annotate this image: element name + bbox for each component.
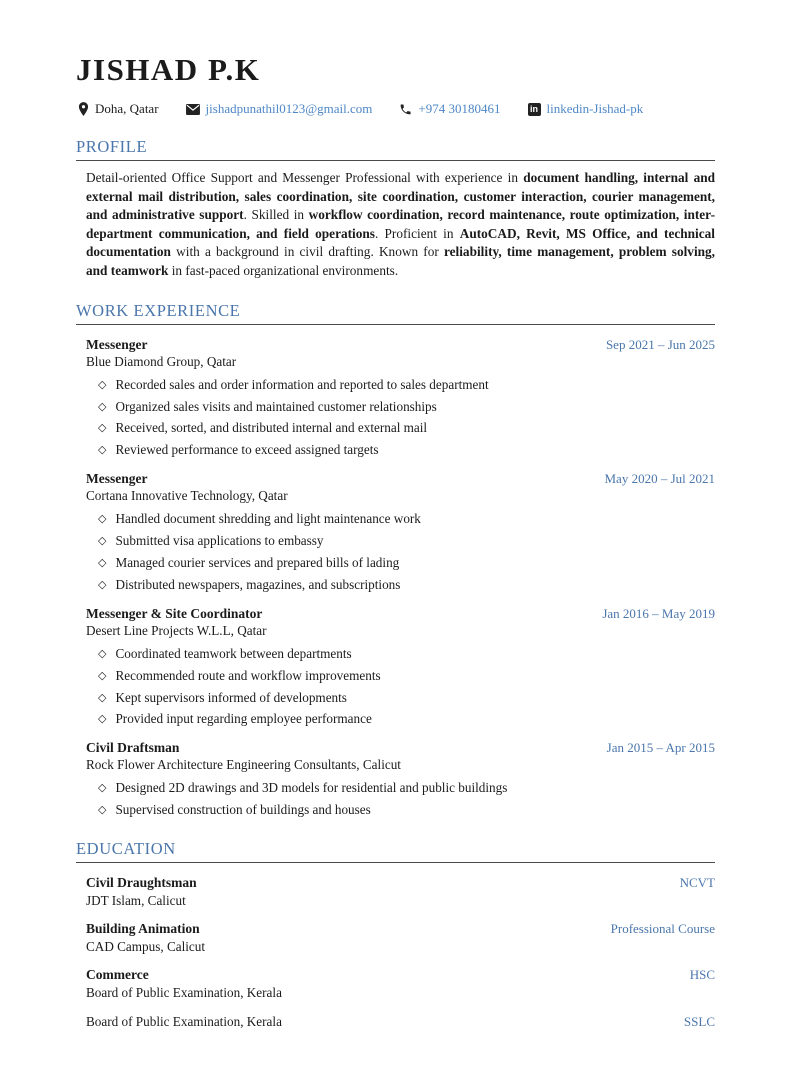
job-bullet-list	[98, 780, 715, 819]
bullet-item	[98, 646, 715, 663]
work-entry-header	[86, 471, 715, 487]
edu-label: Professional Course	[610, 921, 715, 937]
contact-location	[78, 101, 159, 117]
diamond-bullet-icon: ◇	[98, 557, 107, 569]
education-entry-header	[86, 1013, 715, 1030]
bullet-item	[98, 780, 715, 797]
resume-header	[76, 52, 715, 117]
work-entry	[86, 337, 715, 460]
job-company: Desert Line Projects W.L.L, Qatar	[86, 622, 267, 638]
diamond-bullet-icon: ◇	[98, 400, 107, 413]
bullet-item	[98, 511, 715, 528]
job-dates: Jan 2016 – May 2019	[602, 605, 715, 621]
bullet-item	[98, 442, 715, 459]
diamond-bullet-icon: ◇	[98, 422, 107, 435]
diamond-bullet-icon: ◇	[98, 691, 107, 704]
bullet-text: Submitted visa applications to embassy	[115, 533, 324, 549]
edu-title: Commerce	[86, 967, 149, 983]
contact-linkedin-text[interactable]: linkedin-Jishad-pk	[546, 101, 644, 116]
work-experience-section	[76, 301, 715, 819]
edu-label: NCVT	[679, 875, 715, 891]
diamond-bullet-icon: ◇	[98, 804, 107, 817]
bullet-text: Received, sorted, and distributed internal and external mail	[115, 420, 428, 436]
job-company: Rock Flower Architecture Engineering Consultants, Calicut	[86, 757, 401, 773]
contact-phone[interactable]	[399, 101, 500, 117]
bullet-text: Supervised construction of buildings and houses	[115, 802, 371, 818]
job-company: Blue Diamond Group, Qatar	[86, 353, 237, 369]
job-dates: Jan 2015 – Apr 2015	[606, 740, 715, 756]
diamond-bullet-icon: ◇	[98, 713, 107, 726]
email-icon	[186, 104, 200, 115]
section-rule	[76, 160, 715, 161]
bullet-item	[98, 420, 715, 437]
contact-email[interactable]	[186, 101, 373, 117]
bullet-text: Coordinated teamwork between departments	[115, 645, 352, 661]
edu-title: Building Animation	[86, 921, 200, 937]
education-entry	[86, 921, 715, 955]
education-entry	[86, 1013, 715, 1030]
bullet-text: Recommended route and workflow improvements	[115, 667, 381, 683]
bullet-item	[98, 533, 715, 550]
job-title: Civil Draftsman	[86, 740, 180, 756]
job-dates: Sep 2021 – Jun 2025	[605, 336, 715, 352]
job-bullet-list	[98, 646, 715, 729]
diamond-bullet-icon: ◇	[98, 513, 107, 526]
section-rule	[76, 324, 715, 325]
diamond-bullet-icon: ◇	[98, 378, 107, 391]
bullet-text: Provided input regarding employee performance	[115, 711, 372, 727]
bullet-text: Distributed newspapers, magazines, and subscriptions	[115, 576, 401, 592]
education-entry-header	[86, 967, 715, 983]
edu-institution: Board of Public Examination, Kerala	[86, 1014, 282, 1030]
bullet-item	[98, 399, 715, 416]
profile-paragraph: Detail-oriented Office Support and Messenger Professional with experience in document handling, internal and external mail distribution, sales coordination, site coordination, customer interaction, courier management, and administrative support. Skilled in workflow coordination, record maintenance, route optimization, inter-department communication, and field operations. Proficient in AutoCAD, Revit, MS Office, and technical documentation with a background in civil drafting. Known for reliability, time management, problem solving, and teamwork in fast-paced organizational environments.	[86, 170, 716, 279]
bullet-text: Reviewed performance to exceed assigned targets	[115, 442, 379, 458]
bullet-text: Designed 2D drawings and 3D models for residential and public buildings	[115, 780, 508, 796]
job-bullet-list	[98, 511, 715, 594]
section-rule	[76, 862, 715, 863]
linkedin-icon: in	[528, 103, 541, 116]
work-entry	[86, 740, 715, 819]
bullet-text: Handled document shredding and light maintenance work	[115, 511, 421, 527]
candidate-name: JISHAD P.K	[76, 52, 261, 87]
job-company: Cortana Innovative Technology, Qatar	[86, 488, 288, 504]
diamond-bullet-icon: ◇	[98, 444, 107, 457]
contact-email-text[interactable]: jishadpunathil0123@gmail.com	[205, 101, 373, 116]
section-title-education: EDUCATION	[76, 839, 176, 859]
contact-linkedin[interactable]	[528, 101, 644, 117]
bullet-text: Organized sales visits and maintained customer relationships	[115, 398, 437, 414]
bullet-text: Recorded sales and order information and reported to sales department	[115, 376, 489, 392]
job-title: Messenger	[86, 471, 148, 487]
work-entry	[86, 606, 715, 729]
bullet-item	[98, 377, 715, 394]
diamond-bullet-icon: ◇	[98, 647, 107, 660]
location-pin-icon	[78, 102, 89, 116]
bullet-text: Kept supervisors informed of developments	[115, 689, 347, 705]
job-title: Messenger	[86, 336, 148, 352]
bullet-text: Managed courier services and prepared bills of lading	[115, 555, 400, 570]
section-title-work: WORK EXPERIENCE	[76, 300, 241, 320]
bullet-item	[98, 690, 715, 707]
section-title-profile: PROFILE	[76, 137, 148, 156]
education-entry-header	[86, 921, 715, 937]
bullet-item	[98, 577, 715, 594]
job-dates: May 2020 – Jul 2021	[604, 471, 715, 487]
contact-phone-text[interactable]: +974 30180461	[418, 101, 501, 116]
bullet-item	[98, 802, 715, 819]
work-entry-header	[86, 740, 715, 756]
education-entry	[86, 875, 715, 909]
edu-label: HSC	[689, 967, 715, 983]
bullet-item	[98, 555, 715, 572]
work-entry-header	[86, 337, 715, 353]
bullet-item	[98, 668, 715, 685]
edu-institution: JDT Islam, Calicut	[86, 893, 186, 909]
diamond-bullet-icon: ◇	[98, 669, 107, 682]
contact-row	[78, 101, 715, 117]
education-entry	[86, 967, 715, 1001]
diamond-bullet-icon: ◇	[98, 578, 107, 591]
job-bullet-list	[98, 377, 715, 460]
education-section	[76, 839, 715, 1030]
bullet-item	[98, 711, 715, 728]
edu-label: SSLC	[683, 1014, 715, 1030]
edu-title: Civil Draughtsman	[86, 875, 197, 891]
diamond-bullet-icon: ◇	[98, 782, 107, 795]
contact-location-text: Doha, Qatar	[95, 101, 159, 116]
job-title: Messenger & Site Coordinator	[86, 605, 263, 621]
education-entry-header	[86, 875, 715, 891]
work-entry-header	[86, 606, 715, 622]
edu-institution: Board of Public Examination, Kerala	[86, 985, 282, 1001]
work-entry	[86, 471, 715, 594]
phone-icon	[399, 103, 412, 116]
diamond-bullet-icon: ◇	[98, 535, 107, 548]
profile-section	[76, 137, 715, 281]
edu-institution: CAD Campus, Calicut	[86, 939, 206, 955]
